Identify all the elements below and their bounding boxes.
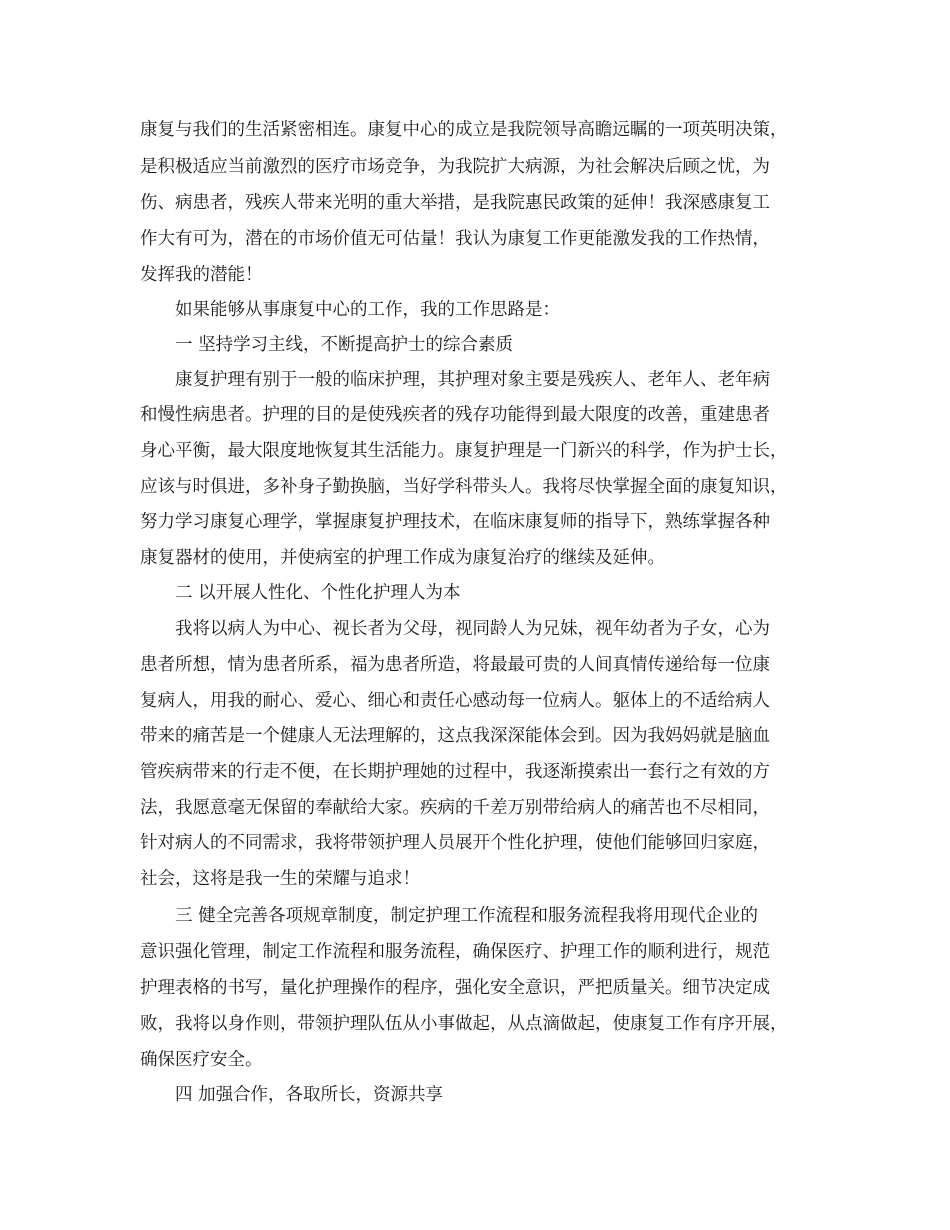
text-line: 身心平衡，最大限度地恢复其生活能力。康复护理是一门新兴的科学，作为护士长， bbox=[140, 441, 788, 461]
text-line: 康复与我们的生活紧密相连。康复中心的成立是我院领导高瞻远瞩的一项英明决策， bbox=[140, 120, 788, 140]
text-line: 作大有可为，潜在的市场价值无可估量！我认为康复工作更能激发我的工作热情， bbox=[140, 229, 770, 249]
text-line: 努力学习康复心理学，掌握康复护理技术，在临床康复师的指导下，熟练掌握各种 bbox=[140, 512, 770, 532]
text-line: 败，我将以身作则，带领护理队伍从小事做起，从点滴做起，使康复工作有序开展， bbox=[140, 1014, 788, 1034]
text-line: 和慢性病患者。护理的目的是使残疾者的残存功能得到最大限度的改善，重建患者 bbox=[140, 405, 770, 425]
text-line: 应该与时俱进，多补身子勤换脑，当好学科带头人。我将尽快掌握全面的康复知识， bbox=[140, 477, 788, 497]
section-heading: 一 坚持学习主线，不断提高护士的综合素质 bbox=[175, 335, 514, 355]
text-line: 意识强化管理，制定工作流程和服务流程，确保医疗、护理工作的顺利进行，规范 bbox=[140, 942, 770, 962]
section-intro: 如果能够从事康复中心的工作，我的工作思路是： bbox=[175, 300, 560, 320]
text-line: 确保医疗安全。 bbox=[140, 1050, 263, 1070]
text-line: 是积极适应当前激烈的医疗市场竞争，为我院扩大病源，为社会解决后顾之忧，为 bbox=[140, 157, 770, 177]
text-line: 法，我愿意毫无保留的奉献给大家。疾病的千差万别带给病人的痛苦也不尽相同， bbox=[140, 798, 770, 818]
section-heading: 四 加强合作，各取所长，资源共享 bbox=[175, 1085, 444, 1105]
text-line: 康复器材的使用，并使病室的护理工作成为康复治疗的继续及延伸。 bbox=[140, 548, 665, 568]
text-line: 针对病人的不同需求，我将带领护理人员展开个性化护理，使他们能够回归家庭， bbox=[140, 833, 770, 853]
text-line: 康复护理有别于一般的临床护理，其护理对象主要是残疾人、老年人、老年病 bbox=[175, 370, 770, 390]
text-line: 患者所想，情为患者所系，福为患者所造，将最最可贵的人间真情传递给每一位康 bbox=[140, 655, 770, 675]
section-heading: 二 以开展人性化、个性化护理人为本 bbox=[175, 583, 461, 603]
text-line: 护理表格的书写，量化护理操作的程序，强化安全意识，严把质量关。细节决定成 bbox=[140, 978, 770, 998]
text-line: 复病人，用我的耐心、爱心、细心和责任心感动每一位病人。躯体上的不适给病人 bbox=[140, 691, 770, 711]
text-line: 我将以病人为中心、视长者为父母，视同龄人为兄妹，视年幼者为子女，心为 bbox=[175, 619, 770, 639]
text-line: 伤、病患者，残疾人带来光明的重大举措，是我院惠民政策的延伸！我深感康复工 bbox=[140, 193, 770, 213]
text-line: 管疾病带来的行走不便，在长期护理她的过程中，我逐渐摸索出一套行之有效的方 bbox=[140, 762, 770, 782]
section-heading: 三 健全完善各项规章制度，制定护理工作流程和服务流程我将用现代企业的 bbox=[175, 906, 759, 926]
text-line: 带来的痛苦是一个健康人无法理解的，这点我深深能体会到。因为我妈妈就是脑血 bbox=[140, 726, 770, 746]
text-line: 社会，这将是我一生的荣耀与追求！ bbox=[140, 869, 420, 889]
text-line: 发挥我的潜能！ bbox=[140, 265, 263, 285]
